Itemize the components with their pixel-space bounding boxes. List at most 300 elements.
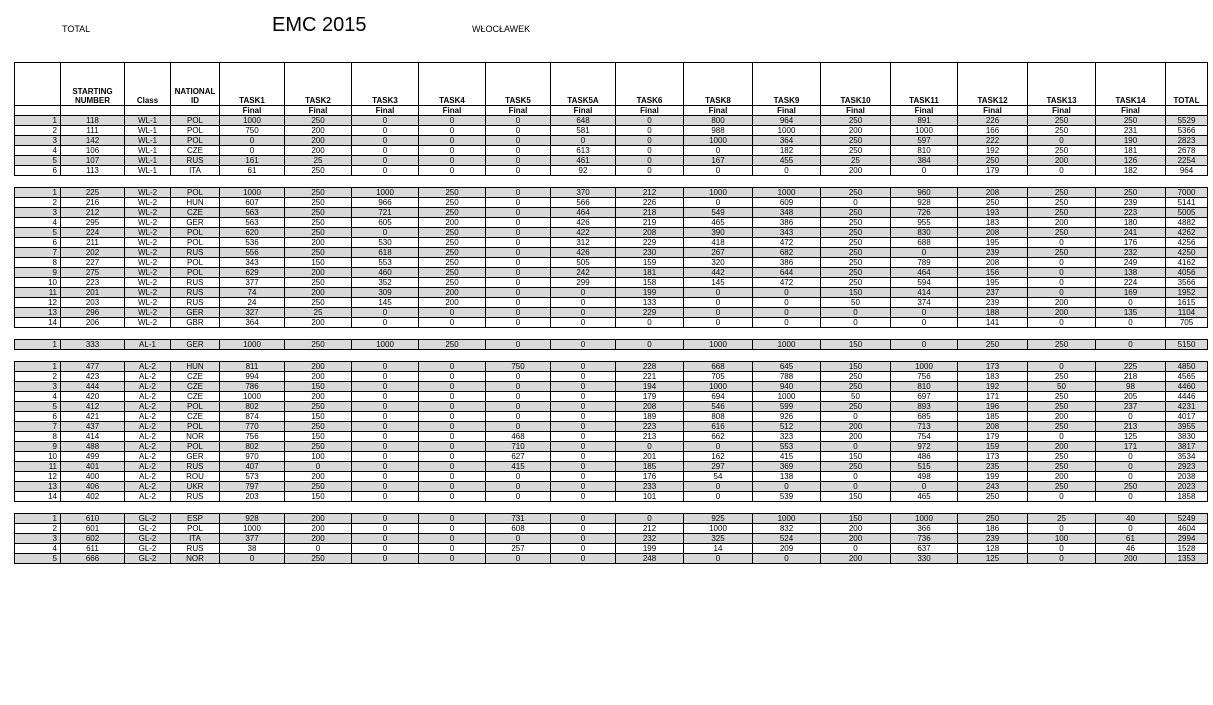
table-cell: 0: [616, 116, 684, 126]
table-cell: 0: [616, 136, 684, 146]
table-cell: GER: [171, 340, 220, 350]
table-cell: 0: [1028, 524, 1096, 534]
table-cell: 1000: [891, 126, 958, 136]
table-cell: 0: [821, 472, 891, 482]
table-cell: 0: [821, 318, 891, 328]
table-cell: 2678: [1166, 146, 1208, 156]
table-cell: 0: [753, 308, 821, 318]
table-cell: 0: [616, 166, 684, 176]
table-cell: ITA: [171, 534, 220, 544]
table-cell: 0: [616, 156, 684, 166]
table-cell: 200: [821, 422, 891, 432]
table-cell: 226: [958, 116, 1028, 126]
final-label: Final: [1028, 106, 1096, 116]
table-cell: 195: [958, 278, 1028, 288]
final-label: Final: [753, 106, 821, 116]
table-cell: WL-1: [125, 146, 171, 156]
table-cell: POL: [171, 116, 220, 126]
table-cell: 1000: [352, 188, 419, 198]
table-cell: 0: [1096, 462, 1166, 472]
table-cell: POL: [171, 422, 220, 432]
table-cell: 166: [958, 126, 1028, 136]
table-cell: 250: [821, 268, 891, 278]
final-label: Final: [352, 106, 419, 116]
table-cell: 9: [15, 442, 61, 452]
table-cell: 789: [891, 258, 958, 268]
table-cell: 275: [61, 268, 125, 278]
table-cell: 0: [1096, 298, 1166, 308]
table-cell: 232: [616, 534, 684, 544]
table-cell: NOR: [171, 554, 220, 564]
table-cell: 50: [821, 298, 891, 308]
table-cell: 200: [285, 372, 352, 382]
table-cell: 5005: [1166, 208, 1208, 218]
table-cell: 0: [220, 146, 285, 156]
table-cell: 231: [1096, 126, 1166, 136]
table-cell: 150: [285, 492, 352, 502]
table-cell: 731: [486, 514, 551, 524]
table-cell: 320: [684, 258, 753, 268]
table-cell: 250: [1028, 126, 1096, 136]
table-cell: 250: [821, 208, 891, 218]
table-cell: 0: [419, 116, 486, 126]
table-cell: 0: [551, 482, 616, 492]
table-row: [15, 268, 1208, 278]
table-cell: 182: [1096, 166, 1166, 176]
table-cell: 192: [958, 382, 1028, 392]
table-cell: 200: [285, 534, 352, 544]
table-cell: GER: [171, 218, 220, 228]
table-cell: AL-2: [125, 472, 171, 482]
table-cell: 212: [616, 524, 684, 534]
table-cell: 377: [220, 278, 285, 288]
table-cell: 0: [684, 554, 753, 564]
table-cell: RUS: [171, 462, 220, 472]
table-cell: RUS: [171, 492, 220, 502]
table-cell: 135: [1096, 308, 1166, 318]
table-cell: 0: [551, 472, 616, 482]
table-row: [15, 382, 1208, 392]
table-cell: 250: [419, 238, 486, 248]
table-cell: 185: [616, 462, 684, 472]
table-cell: 250: [1028, 340, 1096, 350]
table-cell: 563: [220, 208, 285, 218]
table-cell: 0: [1096, 412, 1166, 422]
header-row: [15, 63, 1208, 106]
table-cell: 250: [285, 340, 352, 350]
table-cell: 50: [1028, 382, 1096, 392]
table-cell: 0: [1028, 238, 1096, 248]
table-cell: 512: [753, 422, 821, 432]
table-cell: 756: [891, 372, 958, 382]
table-cell: 3: [15, 208, 61, 218]
table-cell: 0: [352, 462, 419, 472]
table-cell: 1858: [1166, 492, 1208, 502]
table-cell: 0: [419, 392, 486, 402]
table-cell: 4446: [1166, 392, 1208, 402]
table-cell: 161: [220, 156, 285, 166]
table-cell: 223: [616, 422, 684, 432]
table-row: [15, 208, 1208, 218]
table-cell: 0: [486, 372, 551, 382]
table-cell: 250: [285, 442, 352, 452]
table-cell: CZE: [171, 382, 220, 392]
table-cell: AL-2: [125, 442, 171, 452]
table-cell: 797: [220, 482, 285, 492]
table-cell: 874: [220, 412, 285, 422]
table-cell: 141: [958, 318, 1028, 328]
table-cell: 250: [958, 514, 1028, 524]
table-cell: 250: [821, 248, 891, 258]
final-label: Final: [220, 106, 285, 116]
final-label: Final: [821, 106, 891, 116]
column-header: NATIONAL ID: [171, 63, 220, 106]
table-cell: 223: [61, 278, 125, 288]
column-header: TASK12: [958, 63, 1028, 106]
table-cell: 605: [352, 218, 419, 228]
table-row: [15, 492, 1208, 502]
table-cell: 602: [61, 534, 125, 544]
table-cell: 0: [419, 166, 486, 176]
table-cell: AL-1: [125, 340, 171, 350]
column-header: Class: [125, 63, 171, 106]
table-cell: 366: [891, 524, 958, 534]
table-cell: 209: [753, 544, 821, 554]
table-cell: 546: [684, 402, 753, 412]
table-cell: 92: [551, 166, 616, 176]
table-cell: 250: [958, 340, 1028, 350]
table-row: [15, 146, 1208, 156]
table-cell: 401: [61, 462, 125, 472]
table-cell: 0: [352, 482, 419, 492]
table-cell: 181: [616, 268, 684, 278]
table-cell: 250: [821, 382, 891, 392]
table-cell: 200: [285, 514, 352, 524]
table-cell: 710: [486, 442, 551, 452]
table-cell: 250: [1096, 482, 1166, 492]
table-cell: 0: [753, 298, 821, 308]
table-cell: 477: [61, 362, 125, 372]
table-cell: 505: [551, 258, 616, 268]
table-cell: 3566: [1166, 278, 1208, 288]
table-cell: 386: [753, 218, 821, 228]
table-cell: 250: [1028, 188, 1096, 198]
table-cell: 200: [1028, 156, 1096, 166]
table-cell: 200: [285, 392, 352, 402]
table-row: [15, 136, 1208, 146]
table-cell: 235: [958, 462, 1028, 472]
table-cell: GL-2: [125, 544, 171, 554]
table-cell: 0: [753, 318, 821, 328]
table-row: [15, 462, 1208, 472]
table-cell: 225: [1096, 362, 1166, 372]
spacer-cell: [15, 502, 1208, 514]
table-cell: 227: [61, 258, 125, 268]
table-cell: 928: [891, 198, 958, 208]
table-cell: 150: [821, 514, 891, 524]
table-cell: 201: [616, 452, 684, 462]
table-cell: 966: [352, 198, 419, 208]
table-cell: 891: [891, 116, 958, 126]
table-cell: 50: [821, 392, 891, 402]
empty-cell: [1166, 106, 1208, 116]
column-header: TASK2: [285, 63, 352, 106]
table-cell: 250: [1028, 198, 1096, 208]
table-cell: 0: [551, 524, 616, 534]
table-cell: 181: [1096, 146, 1166, 156]
table-cell: 414: [891, 288, 958, 298]
table-row: [15, 472, 1208, 482]
table-row: [15, 248, 1208, 258]
table-cell: 0: [352, 442, 419, 452]
table-cell: 0: [551, 432, 616, 442]
column-header: TASK5: [486, 63, 551, 106]
table-cell: 10: [15, 452, 61, 462]
table-cell: 0: [419, 472, 486, 482]
table-cell: 754: [891, 432, 958, 442]
table-cell: GL-2: [125, 514, 171, 524]
table-cell: 128: [958, 544, 1028, 554]
table-cell: 250: [821, 372, 891, 382]
table-cell: 250: [1028, 482, 1096, 492]
table-cell: GER: [171, 452, 220, 462]
table-cell: 0: [891, 166, 958, 176]
table-cell: 14: [15, 318, 61, 328]
table-cell: 0: [616, 126, 684, 136]
table-cell: 208: [958, 228, 1028, 238]
table-cell: 0: [684, 482, 753, 492]
table-cell: 0: [419, 136, 486, 146]
table-cell: 597: [891, 136, 958, 146]
table-cell: 0: [486, 278, 551, 288]
table-cell: 460: [352, 268, 419, 278]
table-cell: 200: [285, 362, 352, 372]
empty-cell: [61, 106, 125, 116]
table-row: [15, 442, 1208, 452]
table-cell: 250: [1028, 248, 1096, 258]
final-label: Final: [1096, 106, 1166, 116]
table-row: [15, 362, 1208, 372]
table-cell: 1000: [753, 188, 821, 198]
table-cell: 386: [753, 258, 821, 268]
table-cell: 0: [821, 442, 891, 452]
table-cell: 250: [419, 228, 486, 238]
table-cell: 228: [616, 362, 684, 372]
table-cell: 573: [220, 472, 285, 482]
table-cell: 0: [352, 524, 419, 534]
table-cell: 257: [486, 544, 551, 554]
column-header: TASK3: [352, 63, 419, 106]
table-cell: 0: [1028, 492, 1096, 502]
table-cell: 54: [684, 472, 753, 482]
table-cell: 40: [1096, 514, 1166, 524]
table-cell: 0: [486, 208, 551, 218]
table-cell: 0: [220, 554, 285, 564]
table-cell: 250: [285, 228, 352, 238]
table-cell: 0: [551, 492, 616, 502]
table-cell: 515: [891, 462, 958, 472]
column-header: STARTING NUMBER: [61, 63, 125, 106]
table-cell: 0: [419, 514, 486, 524]
table-cell: 420: [61, 392, 125, 402]
table-cell: 682: [753, 248, 821, 258]
table-cell: 159: [616, 258, 684, 268]
table-cell: 218: [616, 208, 684, 218]
table-cell: 0: [352, 492, 419, 502]
table-cell: 0: [1028, 278, 1096, 288]
table-cell: 498: [891, 472, 958, 482]
table-cell: 200: [821, 166, 891, 176]
table-cell: WL-2: [125, 208, 171, 218]
table-cell: 6: [15, 238, 61, 248]
table-cell: 327: [220, 308, 285, 318]
table-cell: 1952: [1166, 288, 1208, 298]
table-cell: 972: [891, 442, 958, 452]
table-cell: 250: [1028, 392, 1096, 402]
table-cell: 0: [419, 372, 486, 382]
table-cell: 297: [684, 462, 753, 472]
table-cell: 312: [551, 238, 616, 248]
table-cell: 250: [285, 248, 352, 258]
final-label: Final: [684, 106, 753, 116]
table-cell: 2994: [1166, 534, 1208, 544]
table-row: [15, 372, 1208, 382]
table-cell: AL-2: [125, 362, 171, 372]
table-cell: 1615: [1166, 298, 1208, 308]
table-cell: 0: [1028, 432, 1096, 442]
empty-cell: [171, 106, 220, 116]
table-cell: 250: [1028, 228, 1096, 238]
table-cell: 239: [1096, 198, 1166, 208]
table-cell: 3: [15, 534, 61, 544]
table-cell: 250: [1028, 402, 1096, 412]
table-cell: 2: [15, 372, 61, 382]
table-cell: 0: [486, 238, 551, 248]
table-cell: 0: [352, 146, 419, 156]
table-cell: CZE: [171, 392, 220, 402]
table-cell: 0: [551, 412, 616, 422]
table-cell: CZE: [171, 372, 220, 382]
table-cell: 2: [15, 524, 61, 534]
table-cell: 193: [958, 208, 1028, 218]
table-cell: 250: [285, 198, 352, 208]
table-cell: UKR: [171, 482, 220, 492]
table-cell: 250: [1028, 208, 1096, 218]
table-cell: 0: [1028, 544, 1096, 554]
table-cell: 4: [15, 392, 61, 402]
table-cell: 221: [616, 372, 684, 382]
table-cell: 0: [352, 166, 419, 176]
table-cell: 25: [285, 308, 352, 318]
table-cell: 1000: [753, 126, 821, 136]
table-cell: 176: [616, 472, 684, 482]
table-cell: 179: [958, 432, 1028, 442]
table-row: [15, 482, 1208, 492]
table-cell: 250: [1028, 462, 1096, 472]
table-cell: 811: [220, 362, 285, 372]
table-cell: 581: [551, 126, 616, 136]
table-cell: AL-2: [125, 482, 171, 492]
table-cell: 199: [616, 544, 684, 554]
table-cell: 563: [220, 218, 285, 228]
table-cell: 645: [753, 362, 821, 372]
column-header: TASK5A: [551, 63, 616, 106]
table-cell: 250: [419, 278, 486, 288]
table-cell: 223: [1096, 208, 1166, 218]
table-cell: 713: [891, 422, 958, 432]
table-cell: ITA: [171, 166, 220, 176]
table-cell: 0: [486, 402, 551, 412]
table-cell: 0: [486, 392, 551, 402]
table-cell: 183: [958, 218, 1028, 228]
table-cell: 249: [1096, 258, 1166, 268]
table-cell: 0: [352, 452, 419, 462]
table-cell: 0: [352, 534, 419, 544]
table-cell: 224: [1096, 278, 1166, 288]
table-cell: 250: [419, 188, 486, 198]
table-cell: 553: [352, 258, 419, 268]
table-cell: 539: [753, 492, 821, 502]
table-row: [15, 340, 1208, 350]
table-cell: WL-1: [125, 166, 171, 176]
table-cell: 241: [1096, 228, 1166, 238]
table-cell: 415: [753, 452, 821, 462]
table-cell: 25: [821, 156, 891, 166]
table-cell: 0: [419, 156, 486, 166]
table-cell: 0: [821, 412, 891, 422]
table-cell: 0: [551, 340, 616, 350]
table-row: [15, 298, 1208, 308]
table-cell: 488: [61, 442, 125, 452]
table-cell: 0: [419, 492, 486, 502]
table-cell: AL-2: [125, 452, 171, 462]
table-cell: 0: [551, 402, 616, 412]
table-cell: 3: [15, 382, 61, 392]
table-cell: 158: [616, 278, 684, 288]
table-cell: 611: [61, 544, 125, 554]
table-cell: 0: [551, 136, 616, 146]
table-cell: NOR: [171, 432, 220, 442]
table-cell: 0: [486, 116, 551, 126]
table-cell: 0: [1028, 136, 1096, 146]
table-cell: 0: [684, 318, 753, 328]
table-cell: 928: [220, 514, 285, 524]
table-cell: 203: [220, 492, 285, 502]
table-cell: 442: [684, 268, 753, 278]
table-cell: 6: [15, 166, 61, 176]
table-cell: 250: [285, 422, 352, 432]
table-cell: 0: [419, 544, 486, 554]
table-cell: 200: [419, 288, 486, 298]
table-cell: 200: [419, 298, 486, 308]
table-cell: WL-2: [125, 188, 171, 198]
table-cell: 0: [486, 156, 551, 166]
table-cell: 666: [61, 554, 125, 564]
column-header: TASK14: [1096, 63, 1166, 106]
table-cell: 250: [285, 188, 352, 198]
table-cell: 499: [61, 452, 125, 462]
table-cell: 556: [220, 248, 285, 258]
table-cell: POL: [171, 126, 220, 136]
table-cell: 808: [684, 412, 753, 422]
table-cell: 239: [958, 534, 1028, 544]
table-cell: 200: [1028, 308, 1096, 318]
table-cell: 0: [684, 198, 753, 208]
table-cell: 5150: [1166, 340, 1208, 350]
table-cell: 212: [61, 208, 125, 218]
table-cell: 0: [684, 288, 753, 298]
table-cell: 250: [821, 278, 891, 288]
